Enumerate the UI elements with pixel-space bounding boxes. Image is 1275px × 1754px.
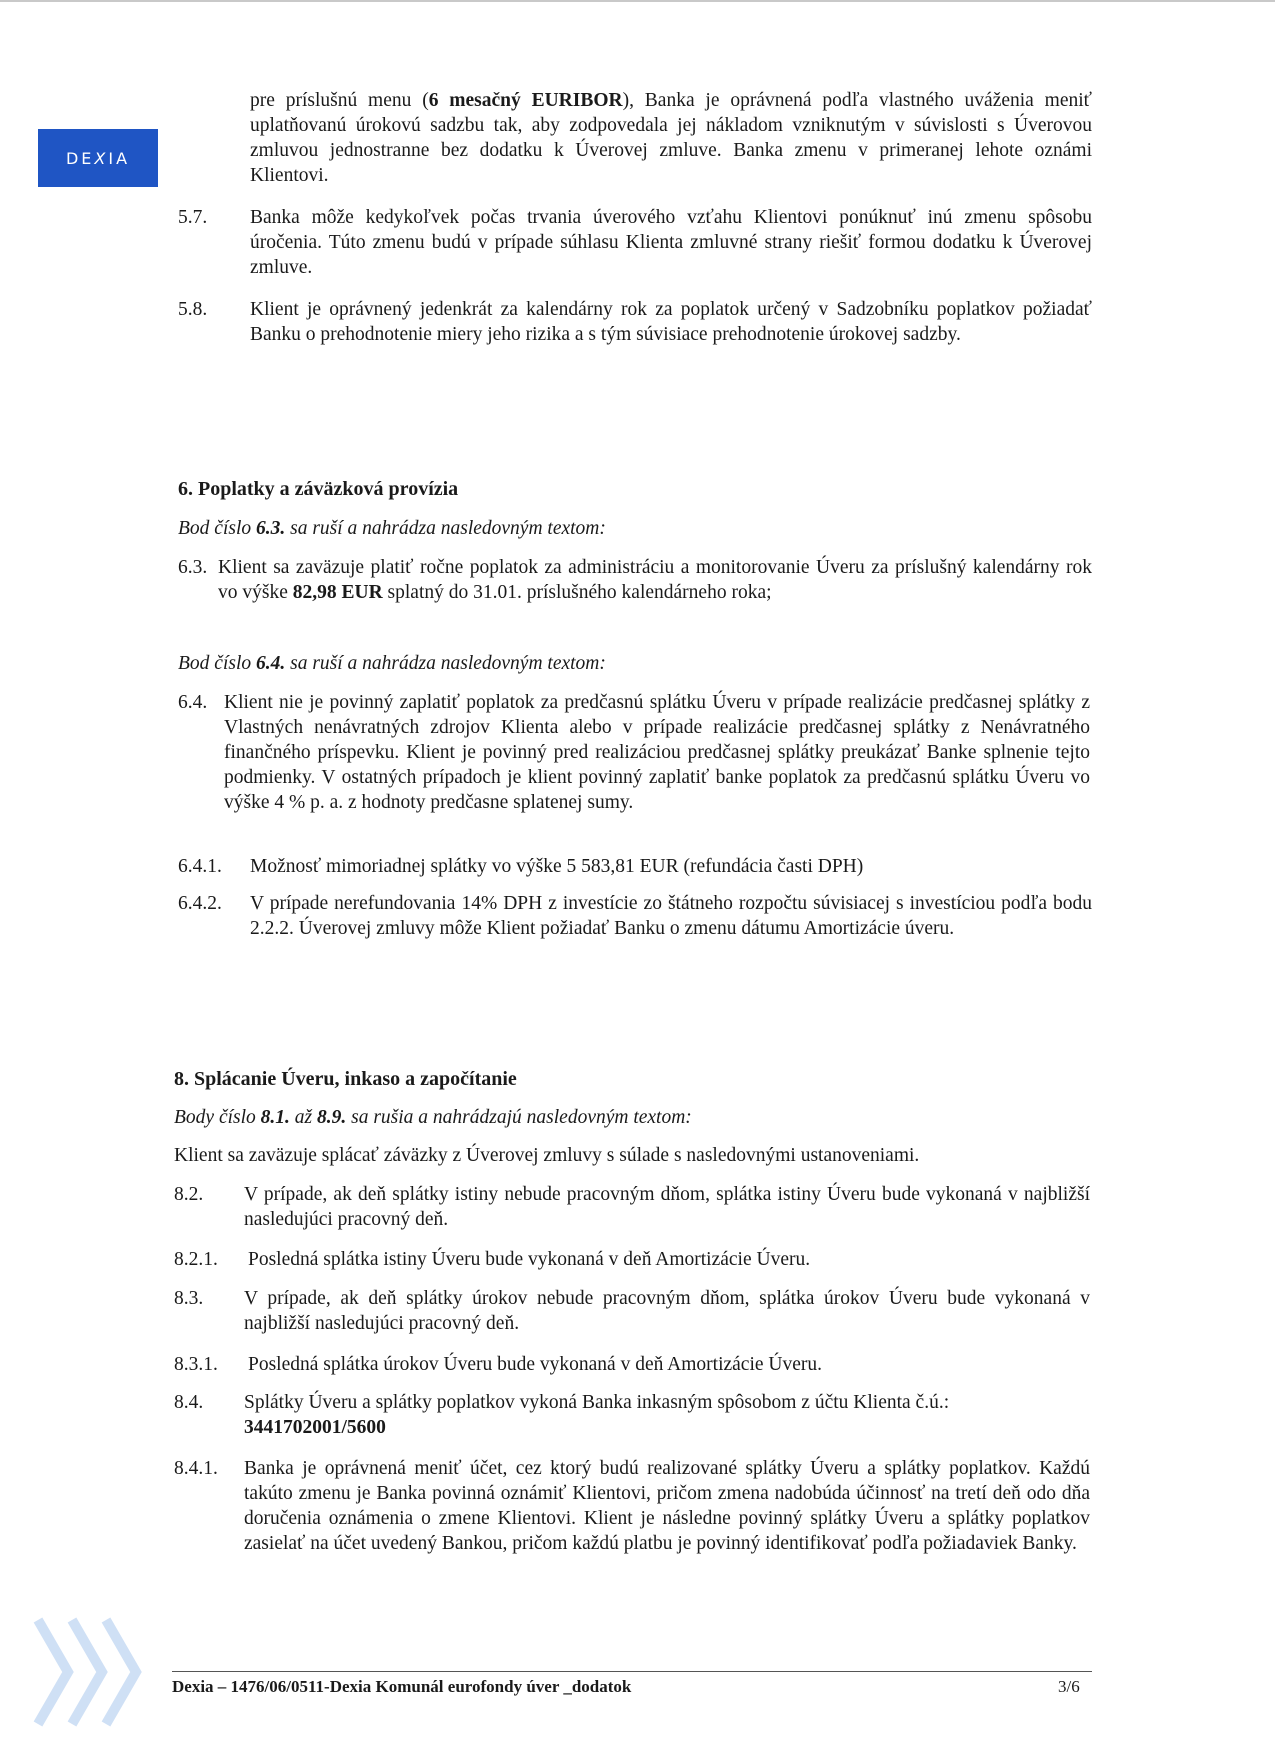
- amendment-note-8: Body číslo 8.1. až 8.9. sa rušia a nahrádzajú nasledovným textom:: [174, 1107, 692, 1128]
- dexia-logo: DE X IA: [38, 129, 158, 187]
- amendment-note-6-4: Bod číslo 6.4. sa ruší a nahrádza nasledovným textom:: [178, 653, 606, 674]
- section-5-continuation: pre príslušnú menu (6 mesačný EURIBOR), Banka je oprávnená podľa vlastného uváženia meniť uplatňovanú úrokovú sadzbu tak, aby zodpovedala jej nákladom vzniknutým v súvislosti s Úverovou zmluvou jednostranne bez dodatku k Úverovej zmluve. Banka zmenu v primeranej lehote oznámi Klientovi.: [250, 90, 1092, 186]
- clause-8-4-1-text: Banka je oprávnená meniť účet, cez ktorý budú realizované splátky Úveru a splátky poplatkov. Každú takúto zmenu je Banka povinná oznámiť Klientovi, pričom zmena nadobúda účinnosť na tretí deň odo dňa doručenia oznámenia o zmene Klientovi. Klient je následne povinný splátky Úveru a splátky poplatkov zasielať na účet uvedený Bankou, pričom každú platbu je povinný identifikovať podľa požiadaviek Banky.: [244, 1458, 1090, 1554]
- clause-6-4-text: Klient nie je povinný zaplatiť poplatok za predčasnú splátku Úveru v prípade realizácie predčasnej splátky z Vlastných nenávratných zdrojov Klienta alebo v prípade realizácie predčasnej splátky z Nenávratného finančného príspevku. Klient je povinný pred realizáciou predčasnej splátky preukázať Banke splnenie tejto podmienky. V ostatných prípadoch je klient povinný zaplatiť banke poplatok za predčasnú splátku Úveru vo výške 4 % p. a. z hodnoty predčasne splatenej sumy.: [224, 692, 1090, 813]
- clause-8-2-text: V prípade, ak deň splátky istiny nebude pracovným dňom, splátka istiny Úveru bude vykonaná v najbližší nasledujúci pracovný deň.: [244, 1184, 1090, 1230]
- clause-number: 6.3.: [178, 557, 208, 578]
- footer-rule: [172, 1671, 1092, 1672]
- clause-number: 8.4.1.: [174, 1458, 218, 1479]
- section-8-intro: Klient sa zaväzuje splácať záväzky z Úverovej zmluvy s súlade s nasledovnými ustanoveniami.: [174, 1145, 920, 1166]
- top-scan-line: [0, 0, 1275, 2]
- clause-number: 5.7.: [178, 207, 208, 228]
- chevron-watermark-icon: [30, 1612, 148, 1732]
- section-8-heading: 8. Splácanie Úveru, inkaso a započítanie: [174, 1068, 517, 1090]
- section-6-heading: 6. Poplatky a záväzková provízia: [178, 478, 459, 500]
- clause-5-7-text: Banka môže kedykoľvek počas trvania úverového vzťahu Klientovi ponúknuť inú zmenu spôsobu úročenia. Túto zmenu budú v prípade súhlasu Klienta zmluvné strany riešiť formou dodatku k Úverovej zmluve.: [250, 207, 1092, 278]
- clause-number: 8.3.1.: [174, 1354, 218, 1375]
- clause-number: 8.4.: [174, 1392, 204, 1413]
- clause-8-4-text: Splátky Úveru a splátky poplatkov vykoná Banka inkasným spôsobom z účtu Klienta č.ú.: 3441702001/5600: [244, 1392, 950, 1438]
- clause-number: 5.8.: [178, 299, 208, 320]
- clause-6-4-2-text: V prípade nerefundovania 14% DPH z investície zo štátneho rozpočtu súvisiacej s investíciou podľa bodu 2.2.2. Úverovej zmluvy môže Klient požiadať Banku o zmenu dátumu Amortizácie úveru.: [250, 893, 1092, 939]
- clause-5-8-text: Klient je oprávnený jedenkrát za kalendárny rok za poplatok určený v Sadzobníku poplatkov požiadať Banku o prehodnotenie miery jeho rizika a s tým súvisiace prehodnotenie úrokovej sadzby.: [250, 299, 1092, 345]
- footer-document-reference: Dexia – 1476/06/0511-Dexia Komunál eurofondy úver _dodatok: [172, 1677, 632, 1696]
- clause-number: 6.4.: [178, 692, 208, 713]
- clause-8-3-1-text: Posledná splátka úrokov Úveru bude vykonaná v deň Amortizácie Úveru.: [248, 1354, 823, 1375]
- clause-8-2-1-text: Posledná splátka istiny Úveru bude vykonaná v deň Amortizácie Úveru.: [248, 1249, 811, 1270]
- amendment-note-6-3: Bod číslo 6.3. sa ruší a nahrádza nasledovným textom:: [178, 518, 606, 539]
- footer-page-number: 3/6: [1058, 1677, 1080, 1696]
- clause-6-3-text: Klient sa zaväzuje platiť ročne poplatok za administráciu a monitorovanie Úveru za príslušný kalendárny rok vo výške 82,98 EUR splatný do 31.01. príslušného kalendárneho roka;: [218, 557, 1092, 603]
- clause-8-3-text: V prípade, ak deň splátky úrokov nebude pracovným dňom, splátka úrokov Úveru bude vykonaná v najbližší nasledujúci pracovný deň.: [244, 1288, 1090, 1334]
- clause-number: 6.4.2.: [178, 893, 222, 914]
- clause-number: 6.4.1.: [178, 856, 222, 877]
- clause-number: 8.2.1.: [174, 1249, 218, 1270]
- clause-6-4-1-text: Možnosť mimoriadnej splátky vo výške 5 583,81 EUR (refundácia časti DPH): [250, 856, 864, 877]
- clause-number: 8.2.: [174, 1184, 204, 1205]
- clause-number: 8.3.: [174, 1288, 204, 1309]
